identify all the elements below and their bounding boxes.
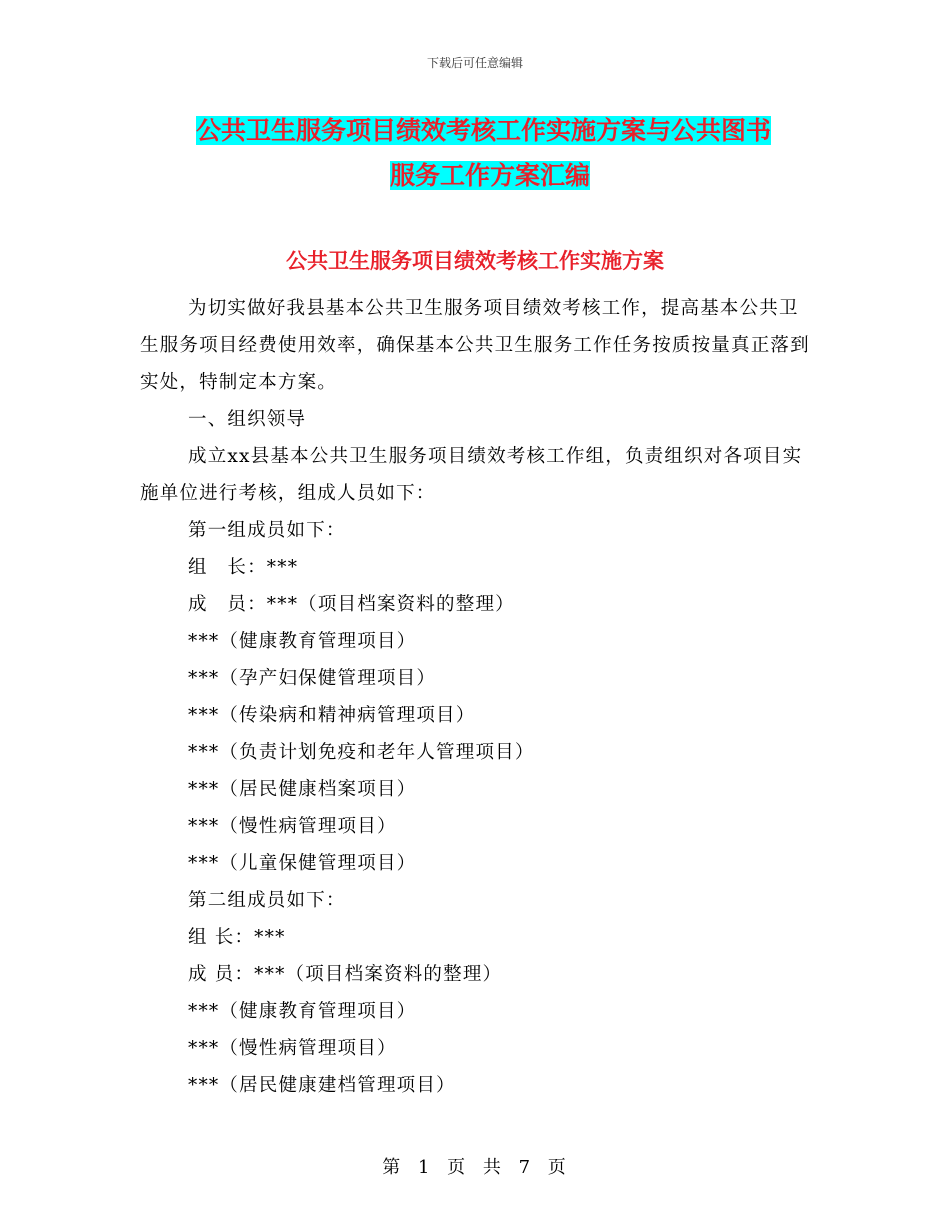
group-1-member: ***（健康教育管理项目） bbox=[188, 631, 417, 652]
group-1-heading: 第一组成员如下： bbox=[188, 520, 346, 541]
title-line-1: 公共卫生服务项目绩效考核工作实施方案与公共图书 bbox=[196, 116, 772, 145]
section-title: 公共卫生服务项目绩效考核工作实施方案 bbox=[286, 249, 664, 273]
group-1-member: ***（传染病和精神病管理项目） bbox=[188, 705, 476, 726]
group-2-member: ***（健康教育管理项目） bbox=[188, 1001, 417, 1022]
group-2-leader: 组 长：*** bbox=[188, 927, 286, 948]
title-line-2: 服务工作方案汇编 bbox=[389, 161, 590, 190]
group-2-heading: 第二组成员如下： bbox=[188, 890, 346, 911]
group-2-member: ***（慢性病管理项目） bbox=[188, 1038, 397, 1059]
footer-label: 第 bbox=[382, 1157, 403, 1178]
group-1-member: ***（居民健康档案项目） bbox=[188, 779, 417, 800]
footer-label: 页 bbox=[447, 1157, 468, 1178]
group-1-member: ***（儿童保健管理项目） bbox=[188, 853, 417, 874]
group-2-member: ***（居民健康建档管理项目） bbox=[188, 1075, 456, 1096]
page-footer bbox=[0, 1153, 950, 1179]
document-title bbox=[140, 108, 840, 198]
paragraph-team: 成立xx县基本公共卫生服务项目绩效考核工作组，负责组织对各项目实施单位进行考核，组成人员如下： bbox=[140, 446, 803, 504]
group-1-member: ***（慢性病管理项目） bbox=[188, 816, 397, 837]
header-note: 下载后可任意编辑 bbox=[426, 56, 523, 70]
heading-organization: 一、组织领导 bbox=[188, 409, 307, 430]
footer-label: 共 bbox=[482, 1157, 503, 1178]
footer-label: 页 bbox=[547, 1157, 568, 1178]
page-number: 1 bbox=[417, 1157, 432, 1178]
group-1-member: ***（孕产妇保健管理项目） bbox=[188, 668, 437, 689]
document-body bbox=[140, 290, 810, 1104]
group-1-member: 成 员：***（项目档案资料的整理） bbox=[188, 594, 515, 615]
group-1-member: ***（负责计划免疫和老年人管理项目） bbox=[188, 742, 535, 763]
total-pages: 7 bbox=[518, 1157, 533, 1178]
paragraph-intro: 为切实做好我县基本公共卫生服务项目绩效考核工作，提高基本公共卫生服务项目经费使用效率，确保基本公共卫生服务工作任务按质按量真正落到实处，特制定本方案。 bbox=[140, 298, 810, 393]
group-1-leader: 组 长：*** bbox=[188, 557, 299, 578]
group-2-member: 成 员：***（项目档案资料的整理） bbox=[188, 964, 503, 985]
